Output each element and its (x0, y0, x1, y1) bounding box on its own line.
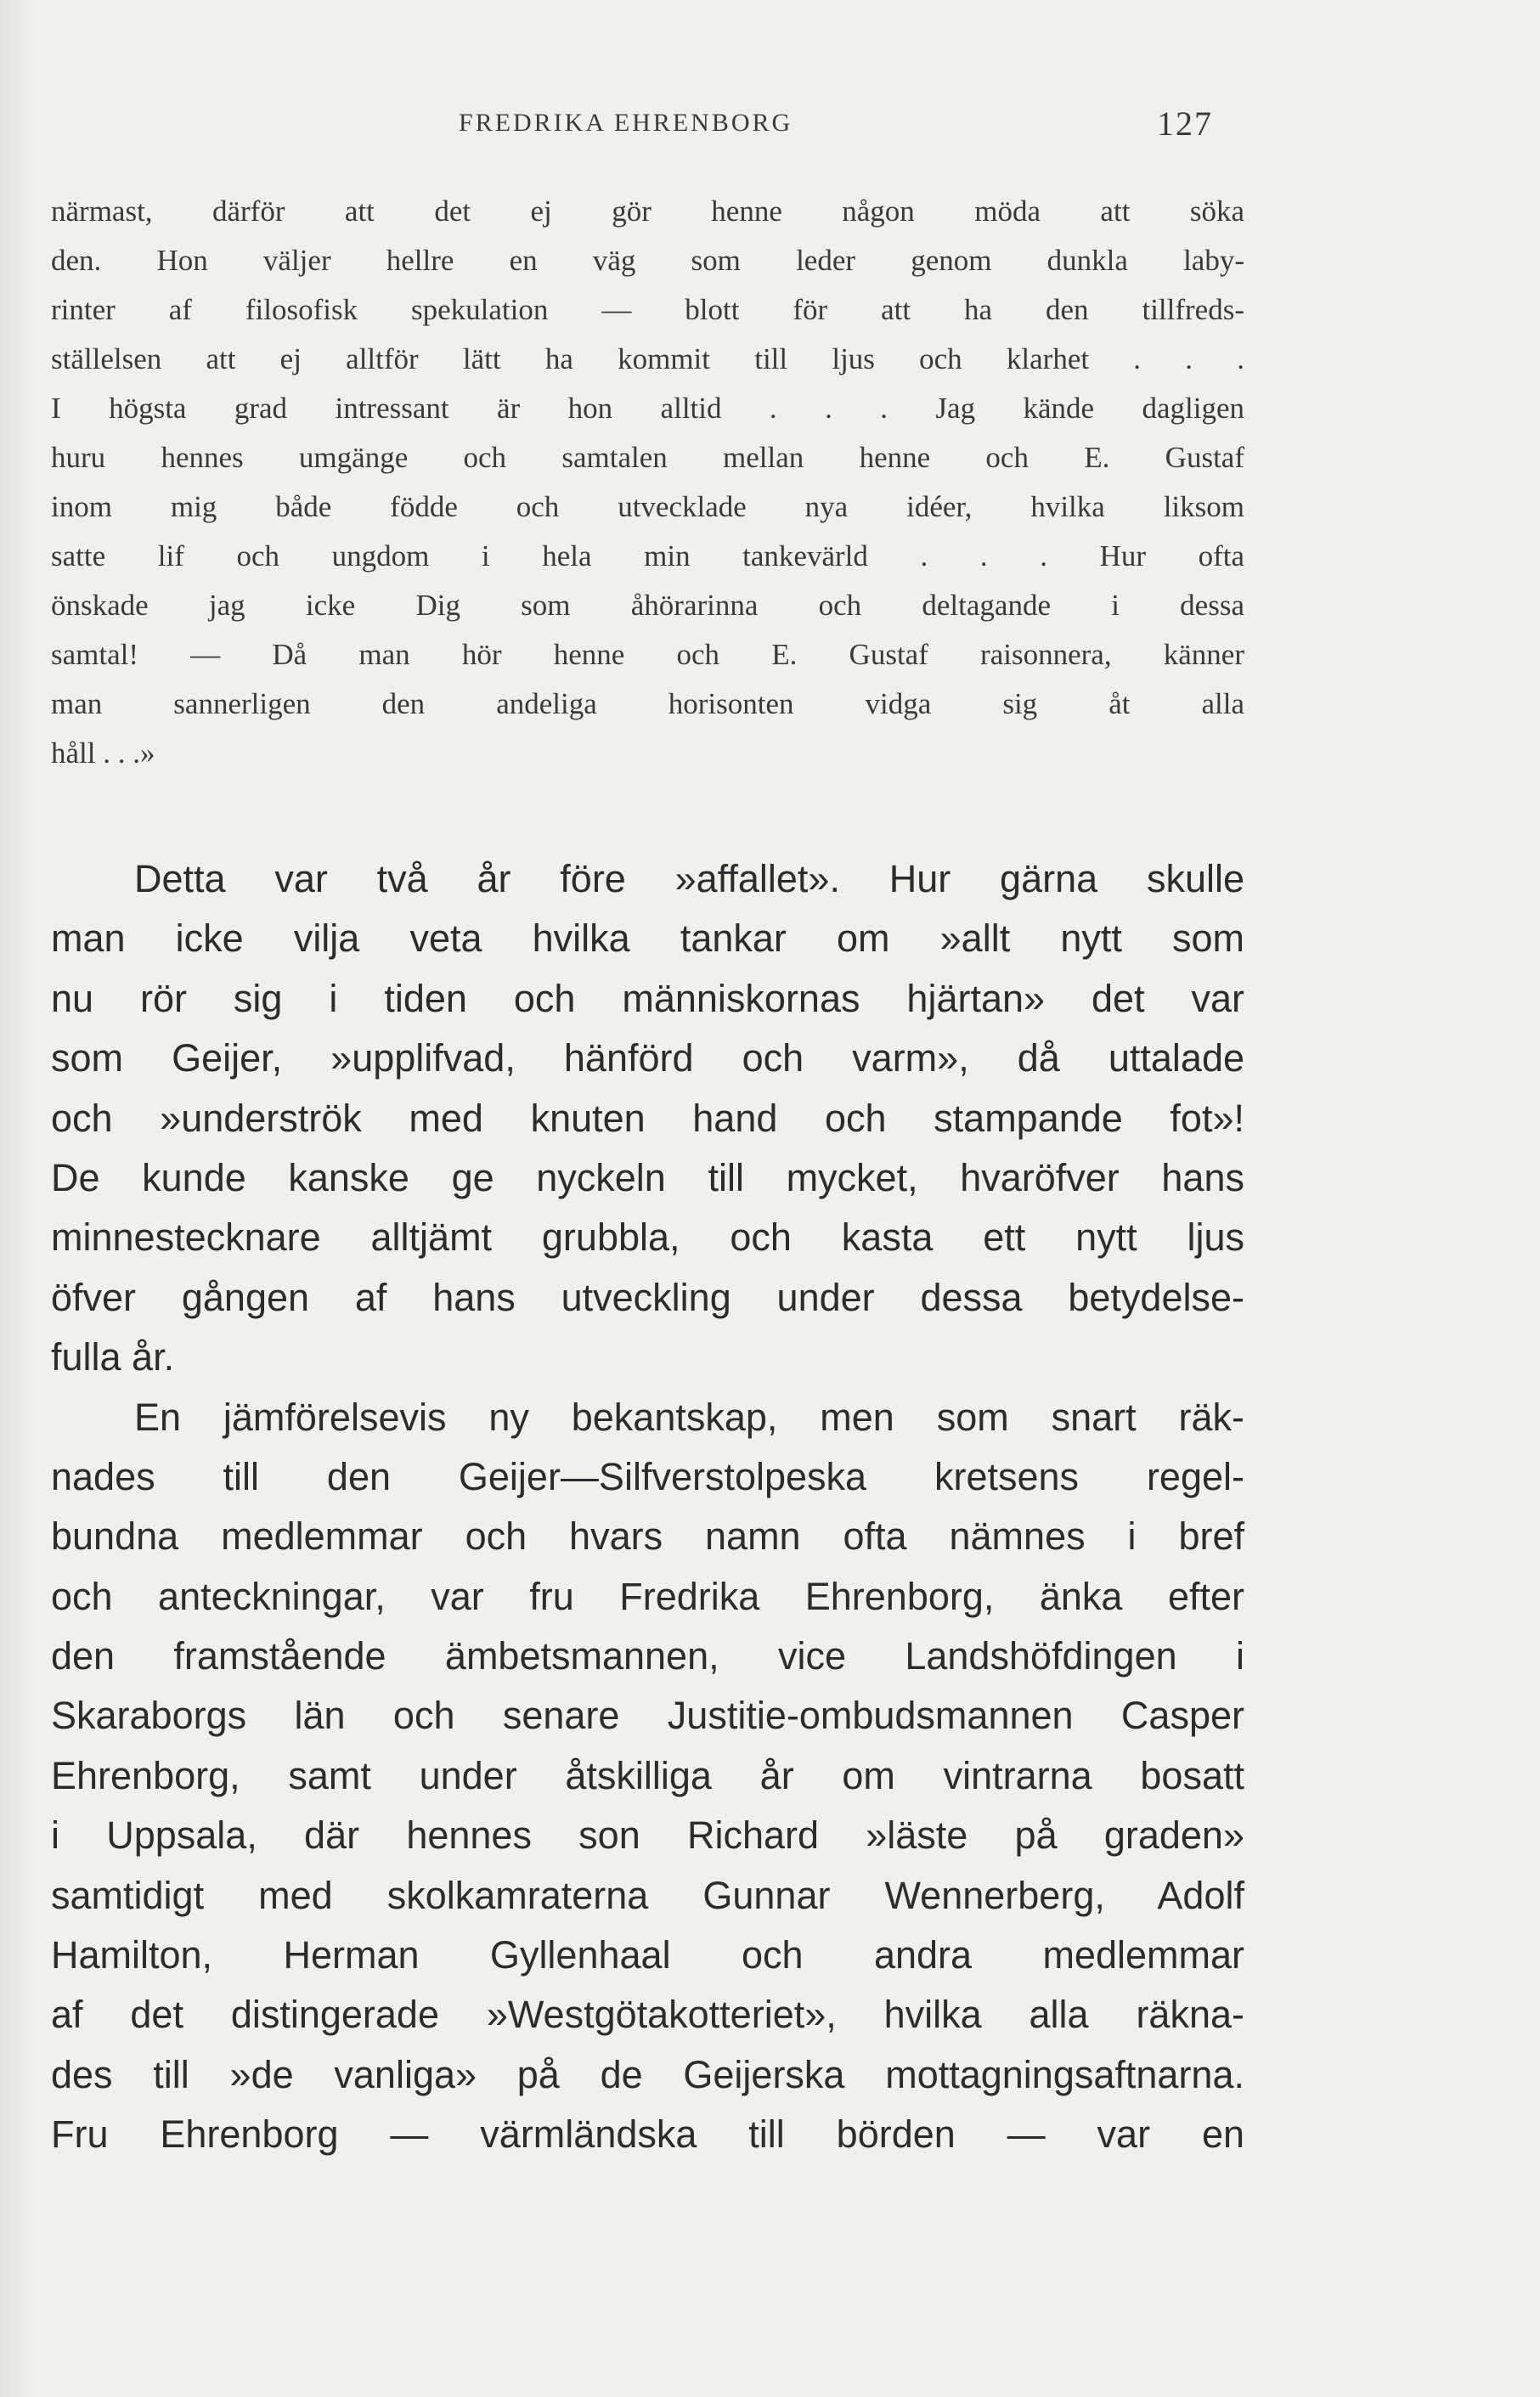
paragraph-2-line: Hamilton, Herman Gyllenhaal och andra medlemmar (51, 1933, 1244, 1977)
paragraph-1-line: nu rör sig i tiden och människornas hjärtan» det var (51, 976, 1244, 1020)
paragraph-2-line: bundna medlemmar och hvars namn ofta nämnes i bref (51, 1514, 1244, 1559)
quoted-passage (51, 187, 1244, 778)
quote-line: satte lif och ungdom i hela min tankevärld . . . Hur ofta (51, 539, 1244, 572)
paragraph-2-line: Fru Ehrenborg — värmländska till börden — var en (51, 2112, 1244, 2157)
quote-line: inom mig både födde och utvecklade nya idéer, hvilka liksom (51, 490, 1244, 523)
paragraph-1-line: De kunde kanske ge nyckeln till mycket, hvaröfver hans (51, 1155, 1244, 1199)
paragraph-2-line: des till »de vanliga» på de Geijerska mottagningsaftnarna. (51, 2052, 1244, 2096)
paragraph-1-line: Detta var två år före »affallet». Hur gärna skulle (134, 857, 1244, 900)
body-text (51, 849, 1244, 2165)
quote-line: man sannerligen den andeliga horisonten vidga sig åt alla (51, 687, 1244, 720)
paragraph-1-line: som Geijer, »upplifvad, hänförd och varm», då uttalade (51, 1036, 1244, 1080)
paragraph-1-line: man icke vilja veta hvilka tankar om »allt nytt som (51, 916, 1244, 961)
paragraph-2-line: samtidigt med skolkamraterna Gunnar Wennerberg, Adolf (51, 1873, 1244, 1917)
quote-line: den. Hon väljer hellre en väg som leder genom dunkla laby- (51, 244, 1244, 277)
paragraph-2-line: nades till den Geijer—Silfverstolpeska kretsens regel- (51, 1454, 1244, 1498)
paragraph-2-line: den framstående ämbetsmannen, vice Landshöfdingen i (51, 1634, 1244, 1678)
running-head-title: FREDRIKA EHRENBORG (459, 109, 793, 137)
quote-line: önskade jag icke Dig som åhörarinna och deltagande i dessa (51, 589, 1244, 622)
quote-line: närmast, därför att det ej gör henne någon möda att söka (51, 195, 1244, 228)
quote-line: huru hennes umgänge och samtalen mellan henne och E. Gustaf (51, 441, 1244, 474)
paragraph-1-line: fulla år. (51, 1335, 175, 1379)
quote-line: I högsta grad intressant är hon alltid . . . Jag kände dagligen (51, 392, 1244, 425)
paragraph-2-line: och anteckningar, var fru Fredrika Ehrenborg, änka efter (51, 1574, 1244, 1618)
paragraph-1-line: och »underströk med knuten hand och stampande fot»! (51, 1096, 1244, 1140)
paragraph-2-line: Ehrenborg, samt under åtskilliga år om vintrarna bosatt (51, 1753, 1244, 1797)
paragraph-2-line: i Uppsala, där hennes son Richard »läste på graden» (51, 1813, 1244, 1858)
page-number: 127 (1157, 104, 1213, 143)
paragraph-2-line: af det distingerade »Westgötakotteriet», hvilka alla räkna- (51, 1993, 1244, 2037)
paragraph-1-line: minnestecknare alltjämt grubbla, och kasta ett nytt ljus (51, 1215, 1244, 1260)
quote-line: håll . . .» (51, 736, 155, 770)
running-head (0, 104, 1540, 160)
quote-line: rinter af filosofisk spekulation — blott för att ha den tillfreds- (51, 293, 1244, 326)
paragraph-2-line: Skaraborgs län och senare Justitie-ombudsmannen Casper (51, 1694, 1244, 1738)
quote-line: ställelsen att ej alltför lätt ha kommit till ljus och klarhet . . . (51, 342, 1244, 375)
paragraph-1-line: öfver gången af hans utveckling under dessa betydelse- (51, 1275, 1244, 1319)
paragraph-2-line: En jämförelsevis ny bekantskap, men som snart räk- (134, 1395, 1244, 1439)
quote-line: samtal! — Då man hör henne och E. Gustaf raisonnera, känner (51, 638, 1244, 671)
